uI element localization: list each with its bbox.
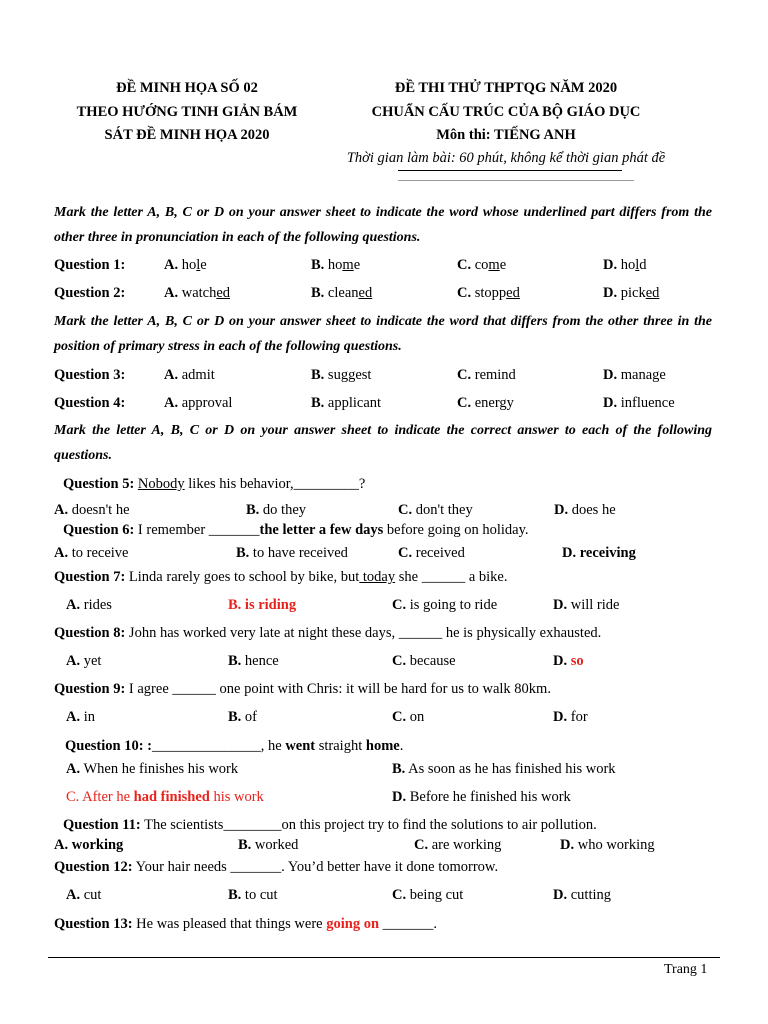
option-a: A. rides xyxy=(66,597,112,613)
question-1 xyxy=(54,257,734,277)
option-d: D. hold xyxy=(603,257,647,273)
question-label: Question 4: xyxy=(54,395,126,411)
option-b: B. applicant xyxy=(311,395,382,411)
option-c: C. received xyxy=(398,545,465,561)
option-b: B. to cut xyxy=(228,887,278,903)
question-label: Question 6: xyxy=(63,522,135,538)
question-label: Question 9: xyxy=(54,681,126,697)
option-d: D. influence xyxy=(603,395,675,411)
option-b-highlighted: B. is riding xyxy=(228,597,297,613)
option-c: C. because xyxy=(392,653,456,669)
question-4 xyxy=(54,395,734,415)
option-a: A. hole xyxy=(164,257,207,273)
option-c: C. energy xyxy=(457,395,514,411)
question-11-stem: Question 11: The scientists________on this project try to find the solutions to air pollution. xyxy=(63,817,597,833)
header-time-note: Thời gian làm bài: 60 phút, không kể thời gian phát đề xyxy=(346,150,666,166)
option-c: C. come xyxy=(457,257,507,273)
question-12-options xyxy=(54,887,734,907)
question-2 xyxy=(54,285,734,305)
option-b: B. cleaned xyxy=(311,285,373,301)
option-c: C. are working xyxy=(414,837,502,853)
option-a: A. When he finishes his work xyxy=(66,761,239,777)
header-left-line-2: THEO HƯỚNG TINH GIẢN BÁM xyxy=(76,104,298,120)
option-a: A. doesn't he xyxy=(54,502,130,518)
option-b: B. home xyxy=(311,257,361,273)
question-5-stem: Question 5: Nobody likes his behavior,_________? xyxy=(63,476,366,492)
header-right-line-1: ĐỀ THI THỬ THPTQG NĂM 2020 xyxy=(394,80,618,96)
option-b: B. As soon as he has finished his work xyxy=(392,761,616,777)
page-number: Trang 1 xyxy=(664,962,708,977)
header-right-line-3: Môn thi: TIẾNG ANH xyxy=(436,127,576,143)
option-a: A. approval xyxy=(164,395,233,411)
question-8-options xyxy=(54,653,734,673)
question-label: Question 11: xyxy=(63,817,141,833)
option-d: D. for xyxy=(553,709,588,725)
header-right-line-2: CHUẨN CẤU TRÚC CỦA BỘ GIÁO DỤC xyxy=(371,104,641,120)
time-note-underline xyxy=(398,170,622,171)
header-divider xyxy=(398,180,634,181)
question-label: Question 1: xyxy=(54,257,126,273)
option-c: C. remind xyxy=(457,367,516,383)
option-c-highlighted: C. After he had finished his work xyxy=(66,789,264,805)
option-b: B. hence xyxy=(228,653,279,669)
option-d: D. cutting xyxy=(553,887,612,903)
option-d: D. does he xyxy=(554,502,616,518)
option-a: A. to receive xyxy=(54,545,129,561)
question-7-stem: Question 7: Linda rarely goes to school by bike, but today she ______ a bike. xyxy=(54,569,508,585)
question-5-options xyxy=(54,502,734,522)
option-b: B. of xyxy=(228,709,258,725)
question-3 xyxy=(54,367,734,387)
footer-divider xyxy=(48,957,720,958)
option-c: C. don't they xyxy=(398,502,473,518)
option-a: A. cut xyxy=(66,887,102,903)
question-label: Question 12: xyxy=(54,859,133,875)
option-d: D. Before he finished his work xyxy=(392,789,571,805)
option-d: D. picked xyxy=(603,285,660,301)
question-6-options xyxy=(54,545,734,565)
question-7-options xyxy=(54,597,734,617)
instruction-correct-answer: Mark the letter A, B, C or D on your answer sheet to indicate the correct answer to each of the following questions. xyxy=(54,423,712,463)
option-b: B. to have received xyxy=(236,545,348,561)
option-d: D. who working xyxy=(560,837,655,853)
question-label: Question 5: xyxy=(63,476,135,492)
question-9-stem: Question 9: I agree ______ one point with Chris: it will be hard for us to walk 80km. xyxy=(54,681,551,697)
question-label: Question 2: xyxy=(54,285,126,301)
option-a: A. admit xyxy=(164,367,215,383)
question-10-stem: Question 10: :_______________, he went straight home. xyxy=(65,738,404,754)
option-c: C. is going to ride xyxy=(392,597,498,613)
question-10-options-row-1 xyxy=(54,761,734,781)
question-label: Question 10: : xyxy=(65,738,152,754)
option-c: C. being cut xyxy=(392,887,464,903)
question-9-options xyxy=(54,709,734,729)
option-a: A. watched xyxy=(164,285,231,301)
option-b: B. do they xyxy=(246,502,307,518)
option-a: A. yet xyxy=(66,653,102,669)
option-d: D. will ride xyxy=(553,597,620,613)
instruction-stress: Mark the letter A, B, C or D on your answer sheet to indicate the word that differs from the other three in the position of primary stress in each of the following questions. xyxy=(54,314,712,354)
option-c: C. stopped xyxy=(457,285,520,301)
question-label: Question 8: xyxy=(54,625,126,641)
question-label: Question 13: xyxy=(54,916,133,932)
option-d-highlighted: D. so xyxy=(553,653,584,669)
question-13-stem: Question 13: He was pleased that things were going on _______. xyxy=(54,916,438,932)
option-c: C. on xyxy=(392,709,425,725)
option-a: A. working xyxy=(54,837,124,853)
header-left-line-3: SÁT ĐỀ MINH HỌA 2020 xyxy=(104,127,270,143)
instruction-pronunciation: Mark the letter A, B, C or D on your answer sheet to indicate the word whose underlined part differs from the other three in pronunciation in each of the following questions. xyxy=(54,205,712,245)
question-6-stem: Question 6: I remember _______the letter a few days before going on holiday. xyxy=(63,522,529,538)
option-b: B. suggest xyxy=(311,367,372,383)
question-label: Question 3: xyxy=(54,367,126,383)
question-10-options-row-2 xyxy=(54,789,734,809)
question-8-stem: Question 8: John has worked very late at night these days, ______ he is physically exhausted. xyxy=(54,625,602,641)
question-11-options xyxy=(54,837,734,857)
header-left-line-1: ĐỀ MINH HỌA SỐ 02 xyxy=(116,80,258,96)
option-a: A. in xyxy=(66,709,96,725)
option-d: D. receiving xyxy=(562,545,636,561)
option-b: B. worked xyxy=(238,837,299,853)
question-label: Question 7: xyxy=(54,569,126,585)
question-12-stem: Question 12: Your hair needs _______. You’d better have it done tomorrow. xyxy=(54,859,499,875)
option-d: D. manage xyxy=(603,367,666,383)
